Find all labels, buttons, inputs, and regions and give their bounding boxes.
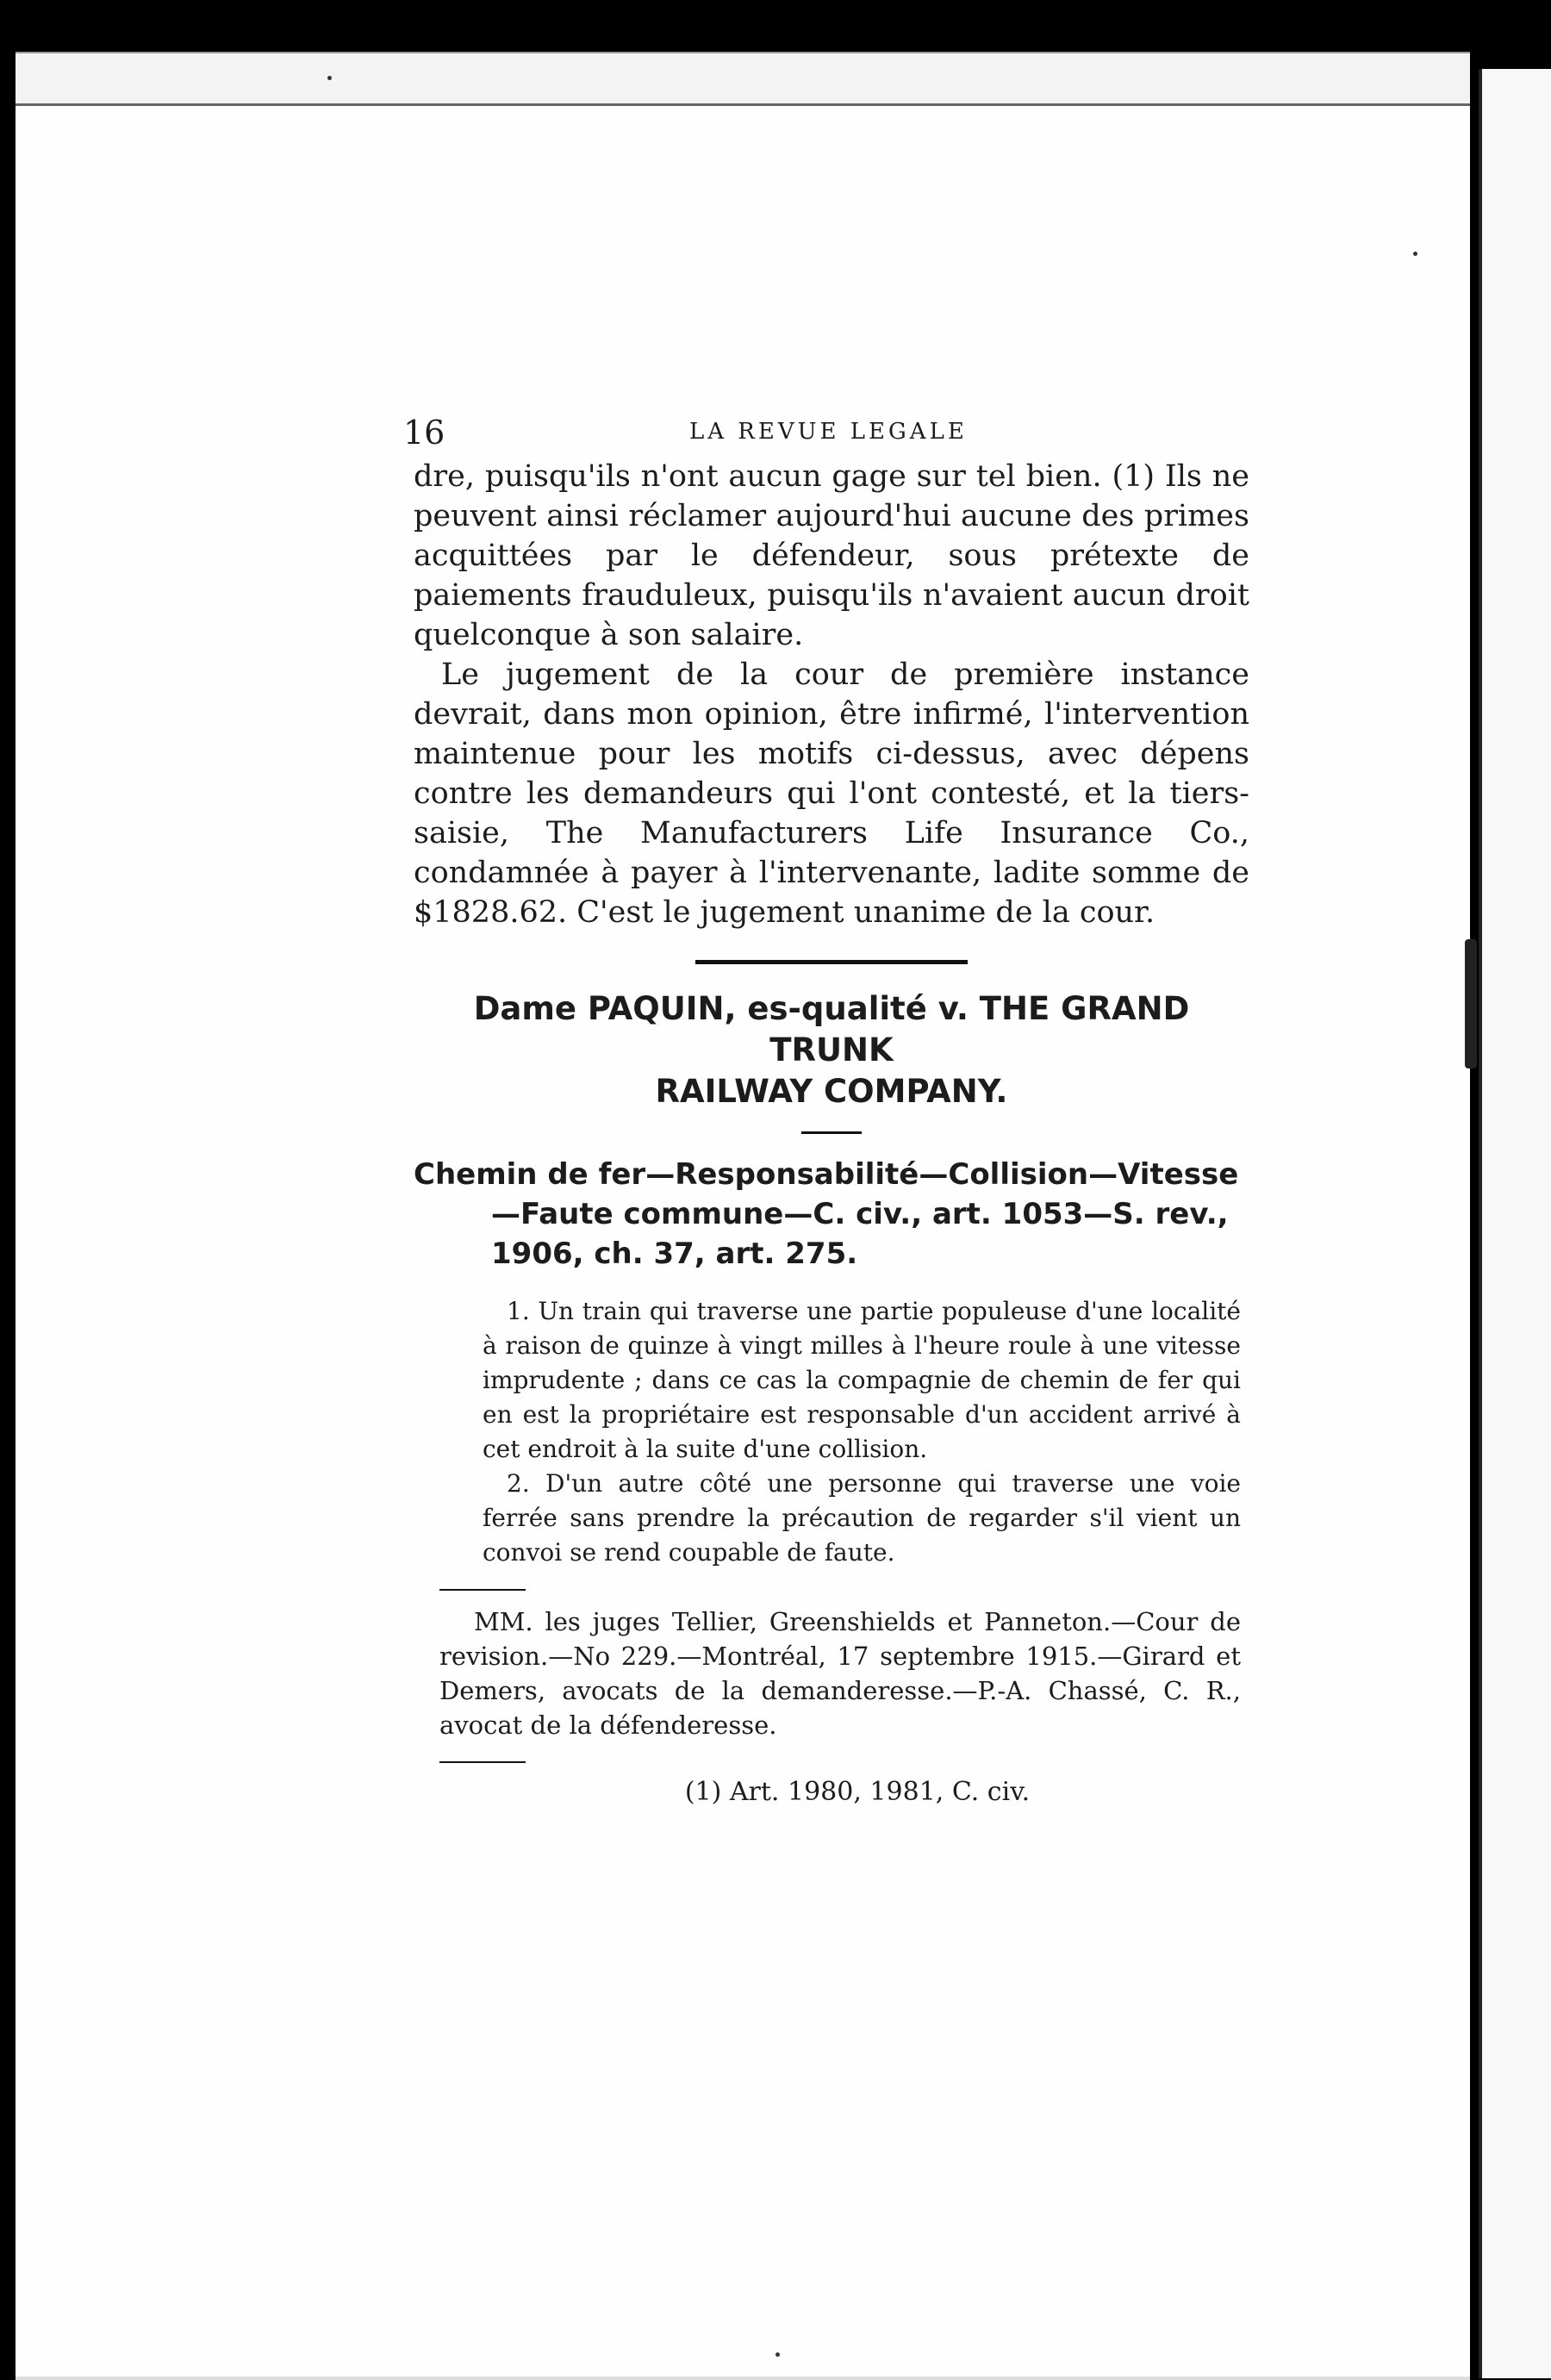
case-title-line-2: RAILWAY COMPANY. <box>655 1073 1008 1110</box>
dust-speck <box>1413 252 1417 256</box>
title-divider <box>801 1131 862 1134</box>
footnote-divider <box>439 1589 526 1591</box>
case-title-line-1: Dame PAQUIN, es-qualité v. THE GRAND TRUNK <box>473 990 1190 1069</box>
page-number: 16 <box>403 414 445 452</box>
case-keywords: Chemin de fer—Responsabilité—Collision—Vitesse—Faute commune—C. civ., art. 1053—S. rev., 1906, ch. 37, art. 275. <box>414 1157 1239 1271</box>
syllabus-item-2: 2. D'un autre côté une personne qui traverse une voie ferrée sans prendre la précaution de regarder s'il vient un convoi se rend coupable de faute. <box>483 1469 1241 1567</box>
judges-note <box>414 1604 1249 1742</box>
binding-clip <box>1465 939 1477 1069</box>
previous-case-paragraph-2: Le jugement de la cour de première instance devrait, dans mon opinion, être infirmé, l'intervention maintenue pour les motifs ci-dessus, avec dépens contre les demandeurs qui l'ont contesté, et la tiers-saisie, The Manufacturers Life Insurance Co., condamnée à payer à l'intervenante, ladite somme de $1828.62. C'est le jugement unanime de la cour. <box>414 657 1249 930</box>
page-right-edge <box>1479 69 1551 2378</box>
page-content <box>403 414 1249 1807</box>
page-header <box>403 414 1249 457</box>
syllabus-item-1: 1. Un train qui traverse une partie populeuse d'une localité à raison de quinze à vingt milles à l'heure roule à une vitesse imprudente ; dans ce cas la compagnie de chemin de fer qui en est la propriétaire est responsable d'un accident arrivé à cet endroit à la suite d'une collision. <box>483 1297 1241 1463</box>
page-top-edge <box>16 53 1470 106</box>
judges-note-text: MM. les juges Tellier, Greenshields et Panneton.—Cour de revision.—No 229.—Montréal, 17 septembre 1915.—Girard et Demers, avocats de la demanderesse.—P.-A. Chassé, C. R., avocat de la défenderesse. <box>439 1607 1241 1740</box>
footnote-divider-2 <box>439 1761 526 1763</box>
dust-speck <box>327 76 332 80</box>
previous-case-paragraph-1: dre, puisqu'ils n'ont aucun gage sur tel bien. (1) Ils ne peuvent ainsi réclamer aujourd'hui aucune des primes acquittées par le défendeur, sous prétexte de paiements frauduleux, puisqu'ils n'avaient aucun droit quelconque à son salaire. <box>414 459 1249 652</box>
section-divider <box>695 960 968 964</box>
syllabus <box>414 1294 1249 1570</box>
running-title: LA REVUE LEGALE <box>689 419 968 445</box>
footnote: (1) Art. 1980, 1981, C. civ. <box>684 1777 1031 1807</box>
dust-speck <box>776 2352 780 2357</box>
